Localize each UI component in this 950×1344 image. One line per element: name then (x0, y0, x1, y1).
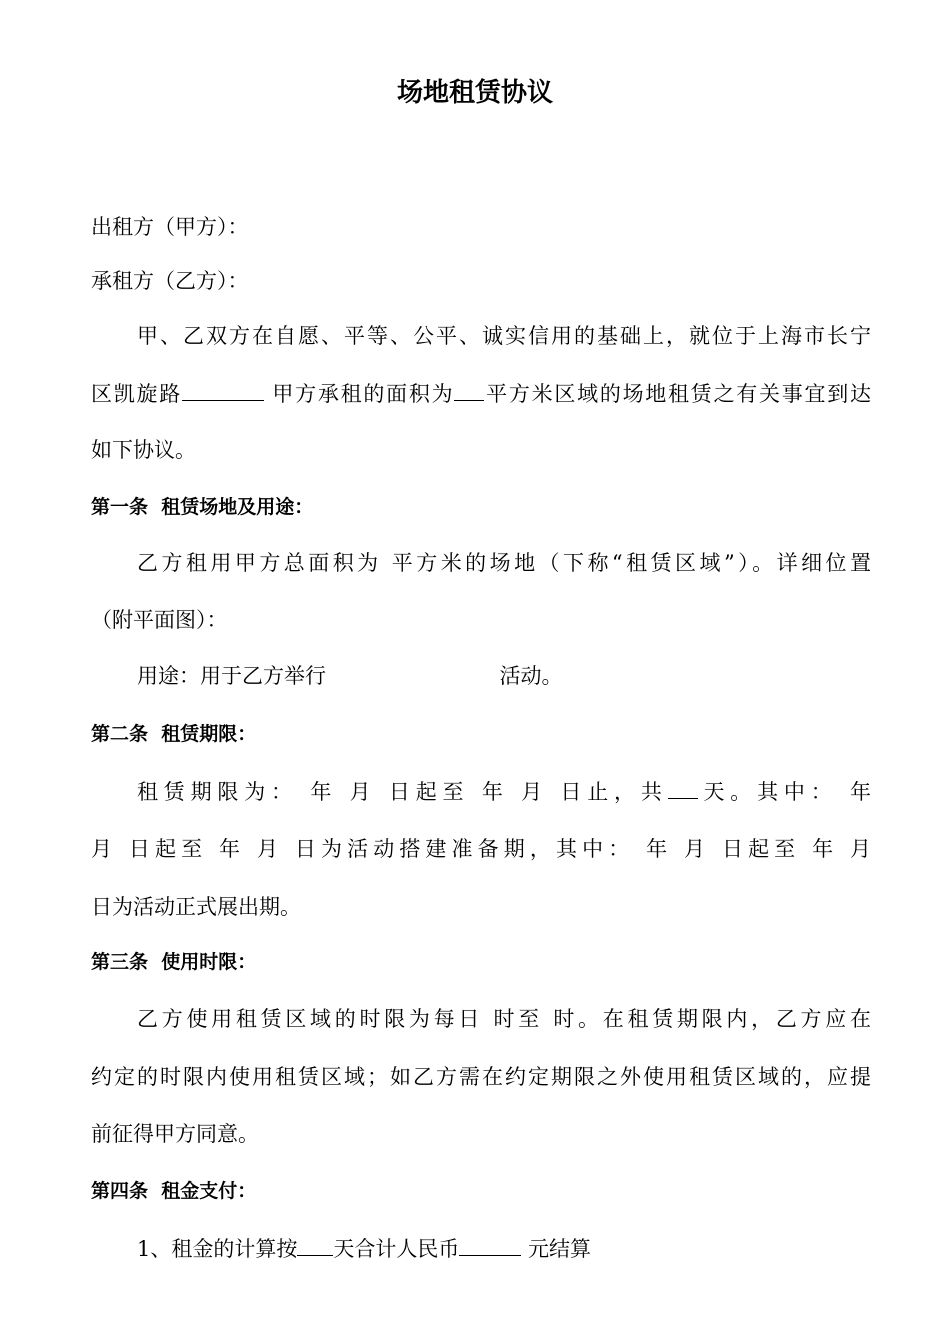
article-2-line-1 (137, 776, 871, 806)
lessor-label: 出租方（甲方）： (91, 215, 249, 239)
rent-days-blank (297, 1233, 333, 1256)
article-4-heading: 第四条 租金支付： (91, 1180, 257, 1202)
intro-line-1: 甲、乙双方在自愿、平等、公平、诚实信用的基础上，就位于上海市长宁 (137, 324, 871, 348)
address-blank (182, 378, 264, 401)
article-3-line-1: 乙方使用租赁区域的时限为每日 时至 时。在租赁期限内，乙方应在 (137, 1007, 871, 1031)
intro-line-2b: 甲方承租的面积为 (263, 382, 455, 406)
article-2-line-1b: 天。其中： 年 (697, 780, 871, 804)
article-3-heading: 第三条 使用时限： (91, 951, 257, 973)
article-1-usage: 用途：用于乙方举行 活动。 (137, 664, 563, 688)
article-3-line-2: 约定的时限内使用租赁区域；如乙方需在约定期限之外使用租赁区域的，应提 (91, 1065, 871, 1089)
article-2-line-3: 日为活动正式展出期。 (91, 895, 301, 919)
days-blank (668, 776, 698, 799)
article-2-line-1a: 租赁期限为： 年 月 日起至 年 月 日止，共 (137, 780, 668, 804)
article-1-line-1: 乙方租用甲方总面积为 平方米的场地（下称“租赁区域”）。详细位置 (137, 551, 871, 575)
intro-line-2c: 平方米区域的场地租赁之有关事宜到达 (484, 382, 872, 406)
article-2-line-2: 月 日起至 年 月 日为活动搭建准备期，其中： 年 月 日起至 年 月 (91, 837, 871, 861)
intro-line-2 (91, 378, 871, 408)
article-2-heading: 第二条 租赁期限： (91, 723, 257, 745)
intro-line-2a: 区凯旋路 (91, 382, 182, 406)
document-title: 场地租赁协议 (396, 78, 553, 108)
intro-line-3: 如下协议。 (91, 438, 196, 462)
rent-amount-blank (459, 1233, 521, 1256)
article-4-item-1b: 天合计人民币 (333, 1237, 460, 1261)
article-4-item-1 (137, 1233, 871, 1263)
article-1-line-2: （附平面图）： (91, 608, 228, 632)
article-4-item-1c: 元结算 (521, 1237, 592, 1261)
lessee-label: 承租方（乙方）： (91, 269, 249, 293)
article-1-heading: 第一条 租赁场地及用途： (91, 496, 314, 518)
area-blank (454, 378, 484, 401)
article-4-item-1a: 1、租金的计算按 (137, 1237, 298, 1261)
article-3-line-3: 前征得甲方同意。 (91, 1122, 259, 1146)
